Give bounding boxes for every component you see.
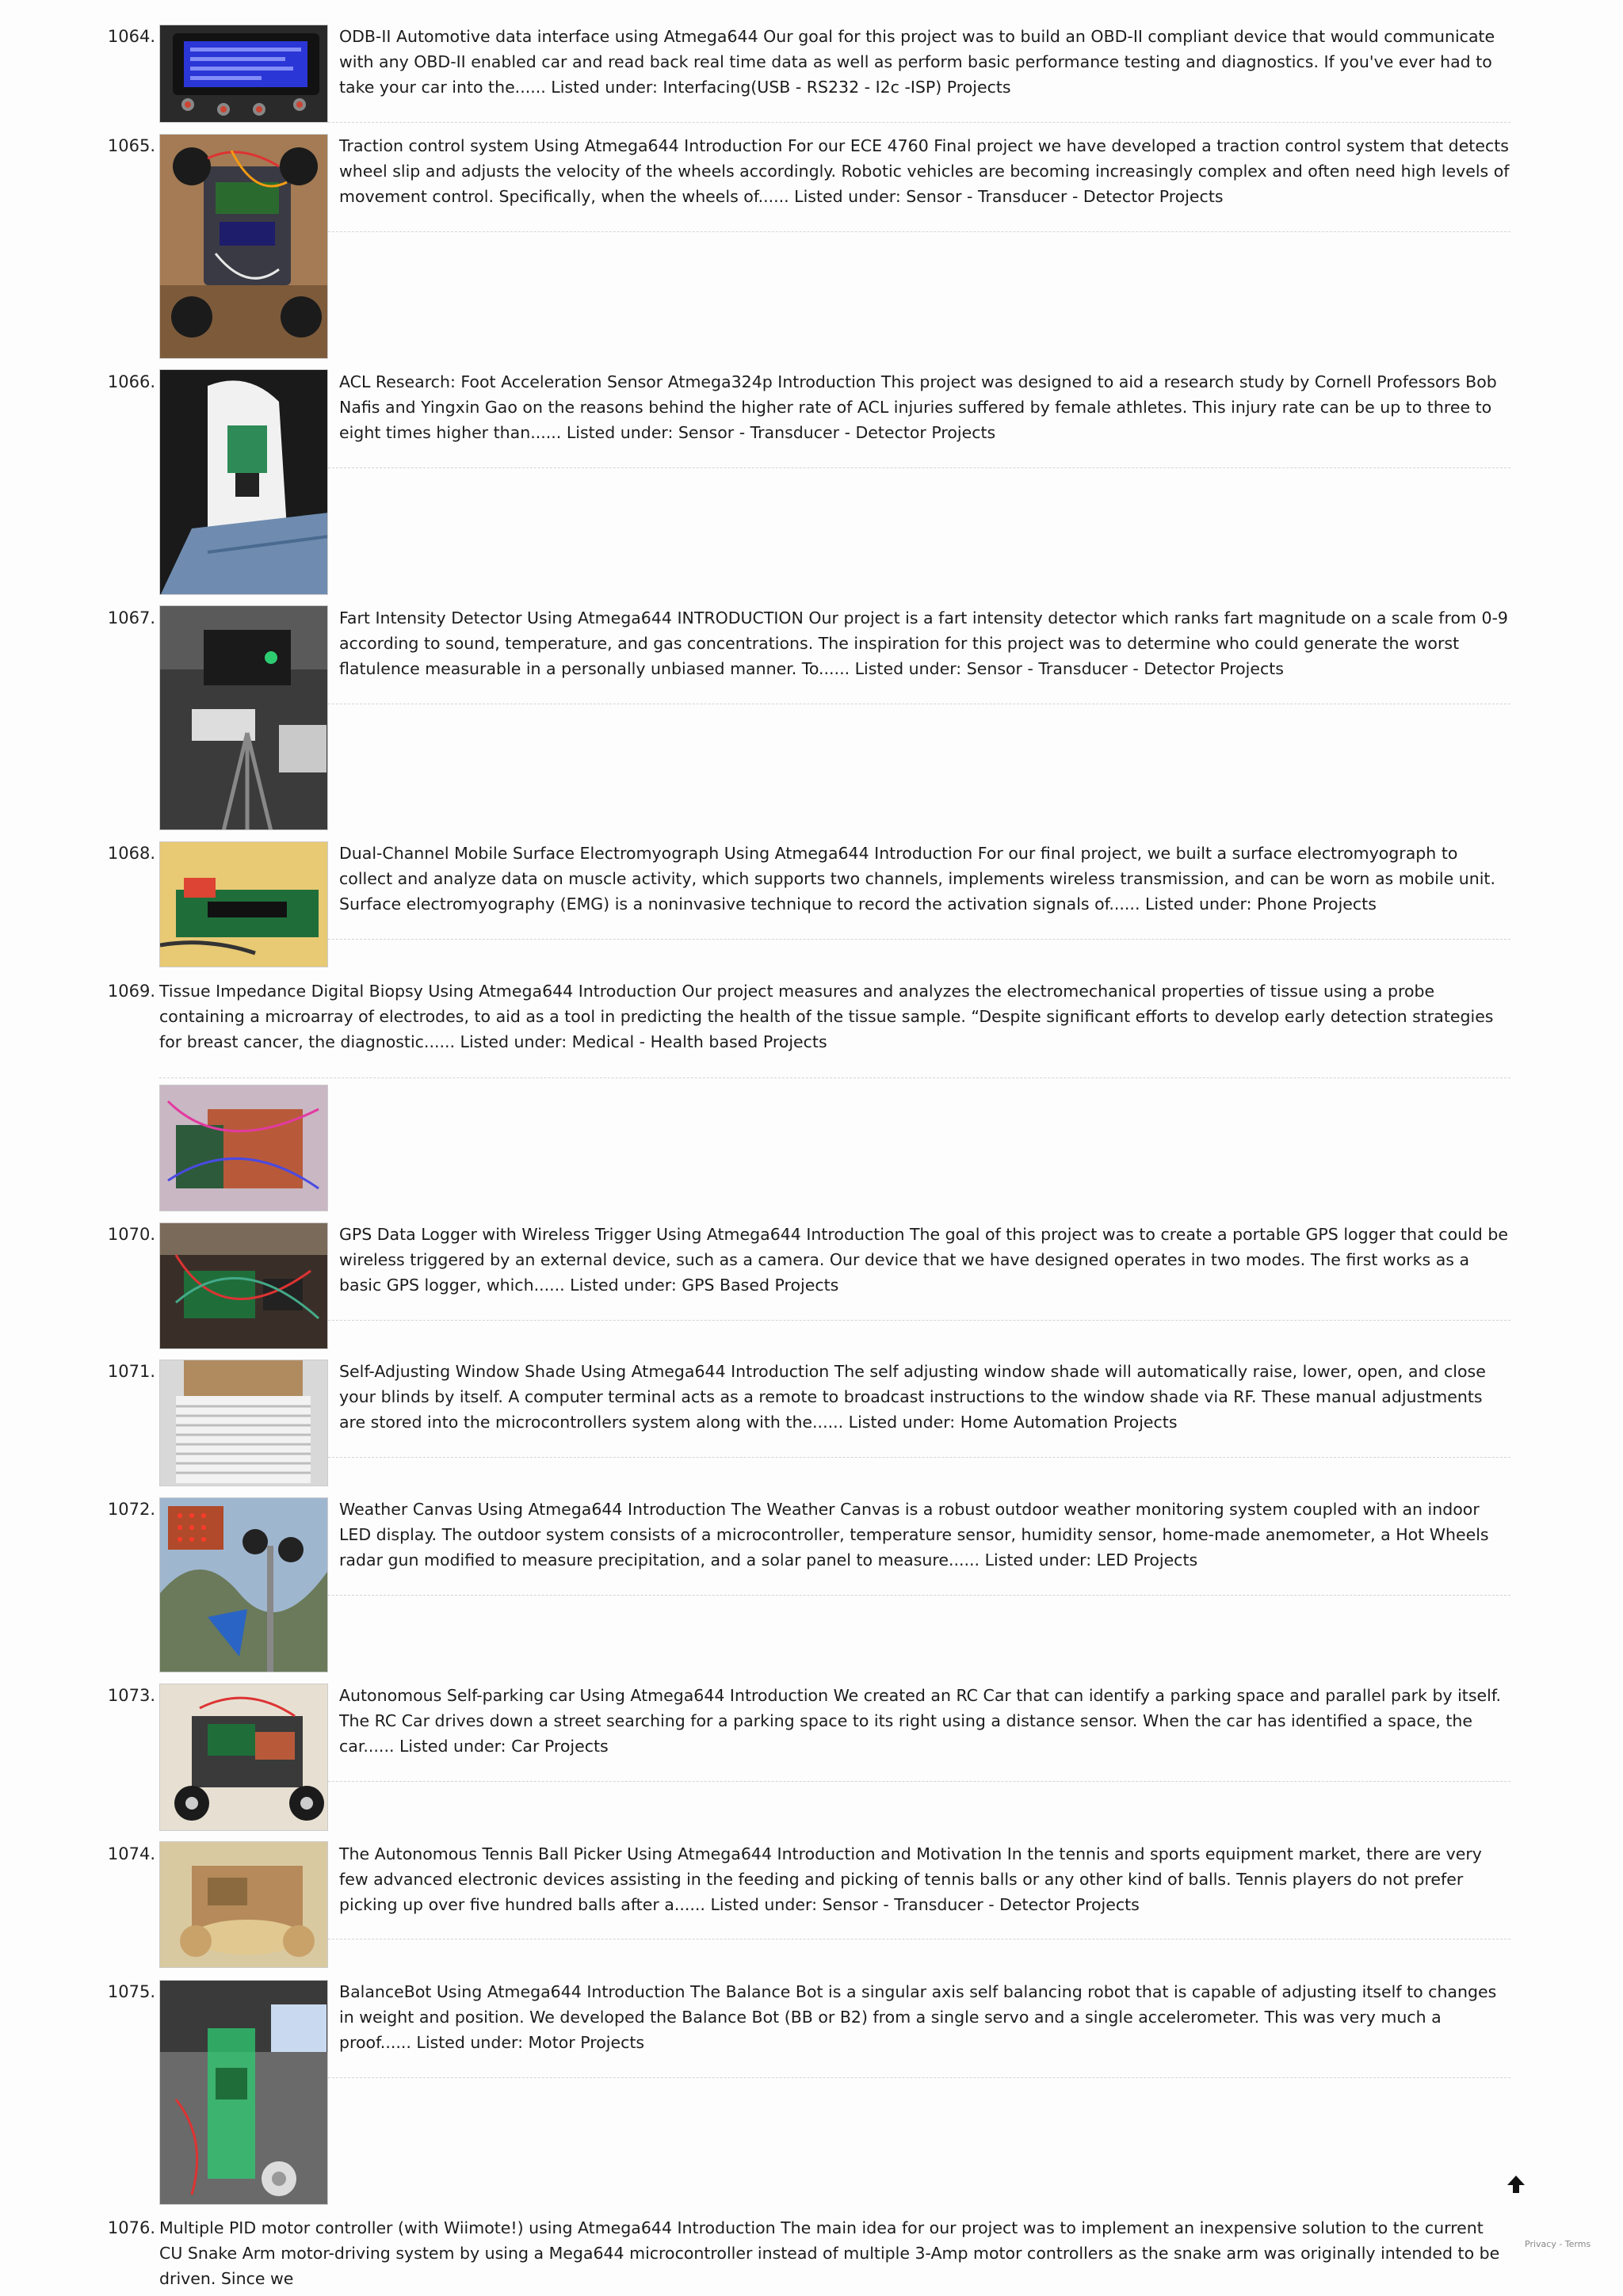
item-number: 1071. [107, 1362, 155, 1381]
project-thumbnail[interactable] [159, 369, 328, 595]
project-thumbnail[interactable] [159, 1222, 328, 1349]
project-description[interactable]: Dual-Channel Mobile Surface Electromyograph Using Atmega644 Introduction For our final project, we built a surface electromyograph to collect and analyze data on muscle activity, which supports two channels, implements wireless transmission, and can be worn as mobile unit. Surface electromyography (EMG) is a noninvasive technique to record the activation signals of...... Listed under: Phone Projects [339, 844, 1495, 913]
project-description[interactable]: Weather Canvas Using Atmega644 Introduction The Weather Canvas is a robust outdoor weather monitoring system coupled with an indoor LED display. The outdoor system consists of a microcontroller, temperature sensor, humidity sensor, home-made anemometer, a Hot Wheels radar gun modified to measure precipitation, and a solar panel to measure...... Listed under: LED Projects [339, 1500, 1489, 1569]
item-number: 1067. [107, 608, 155, 627]
divider [328, 1320, 1510, 1321]
item-number: 1074. [107, 1844, 155, 1863]
project-thumbnail[interactable] [159, 1980, 328, 2205]
divider [159, 1077, 1510, 1078]
project-thumbnail[interactable] [159, 134, 328, 359]
project-thumbnail[interactable] [159, 1684, 328, 1831]
project-description[interactable]: BalanceBot Using Atmega644 Introduction The Balance Bot is a singular axis self balancing robot that is capable of adjusting itself to changes in weight and position. We developed the Balance Bot (BB or B2) from a single servo and a single accelerometer. This was very much a proof...... Listed under: Motor Projects [339, 1982, 1497, 2052]
divider [328, 939, 1510, 940]
project-description[interactable]: Self-Adjusting Window Shade Using Atmega644 Introduction The self adjusting window shade will automatically raise, lower, open, and close your blinds by itself. A computer terminal acts as a remote to broadcast instructions to the window shade via RF. These manual adjustments are stored into the microcontrollers system along with the...... Listed under: Home Automation Projects [339, 1362, 1486, 1432]
item-number: 1070. [107, 1225, 155, 1244]
project-description[interactable]: ACL Research: Foot Acceleration Sensor Atmega324p Introduction This project was designed to aid a research study by Cornell Professors Bob Nafis and Yingxin Gao on the reasons behind the higher rate of ACL injuries suffered by female athletes. This injury rate can be up to three to eight times higher than...... Listed under: Sensor - Transducer - Detector Projects [339, 372, 1497, 442]
item-number: 1072. [107, 1500, 155, 1519]
item-number: 1064. [107, 27, 155, 46]
item-number: 1068. [107, 844, 155, 863]
divider [328, 122, 1510, 123]
project-thumbnail[interactable] [159, 1360, 328, 1486]
divider [328, 1457, 1510, 1458]
project-description[interactable]: Autonomous Self-parking car Using Atmega644 Introduction We created an RC Car that can identify a parking space and parallel park by itself. The RC Car drives down a street searching for a parking space to its right using a distance sensor. When the car has identified a space, the car...... Listed under: Car Projects [339, 1686, 1502, 1756]
project-description[interactable]: ODB-II Automotive data interface using Atmega644 Our goal for this project was to build an OBD-II compliant device that would communicate with any OBD-II enabled car and read back real time data as well as perform basic performance testing and diagnostics. If you've ever had to take your car into the...... Listed under: Interfacing(USB - RS232 - I2c -ISP) Projects [339, 27, 1495, 97]
divider [328, 231, 1510, 232]
arrow-up-icon [1503, 2171, 1529, 2198]
project-thumbnail[interactable] [159, 1085, 328, 1211]
item-number: 1066. [107, 372, 155, 391]
item-number: 1076. [107, 2218, 155, 2237]
project-description[interactable]: GPS Data Logger with Wireless Trigger Using Atmega644 Introduction The goal of this project was to create a portable GPS logger that could be wireless triggered by an external device, such as a camera. Our device that we have designed operates in two modes. The first works as a basic GPS logger, which...... Listed under: GPS Based Projects [339, 1225, 1508, 1295]
project-description[interactable]: Fart Intensity Detector Using Atmega644 INTRODUCTION Our project is a fart intensity detector which ranks fart magnitude on a scale from 0-9 according to sound, temperature, and gas concentrations. The inspiration for this project was to determine who could generate the worst flatulence measurable in a personally unbiased manner. To...... Listed under: Sensor - Transducer - Detector Projects [339, 608, 1508, 678]
project-thumbnail[interactable] [159, 841, 328, 967]
item-number: 1073. [107, 1686, 155, 1705]
project-description[interactable]: Traction control system Using Atmega644 Introduction For our ECE 4760 Final project we have developed a traction control system that detects wheel slip and adjusts the velocity of the wheels accordingly. Robotic vehicles are becoming increasingly complex and often need high levels of movement control. Specifically, when the wheels of...... Listed under: Sensor - Transducer - Detector Projects [339, 136, 1510, 206]
project-thumbnail[interactable] [159, 1841, 328, 1968]
scroll-to-top-button[interactable] [1503, 2171, 1529, 2198]
recaptcha-links[interactable]: Privacy - Terms [1525, 2239, 1591, 2249]
project-description[interactable]: Multiple PID motor controller (with Wiimote!) using Atmega644 Introduction The main idea for our project was to implement an inexpensive solution to the current CU Snake Arm motor-driving system by using a Mega644 microcontroller instead of multiple 3-Amp motor controllers as the snake arm was originally intended to be driven. Since we [159, 2218, 1500, 2288]
divider [328, 467, 1510, 468]
item-number: 1075. [107, 1982, 155, 2001]
divider [328, 1595, 1510, 1596]
project-description[interactable]: Tissue Impedance Digital Biopsy Using Atmega644 Introduction Our project measures and analyzes the electromechanical properties of tissue using a probe containing a microarray of electrodes, to aid as a tool in predicting the health of the tissue sample. “Despite significant efforts to develop early detection strategies for breast cancer, the diagnostic...... Listed under: Medical - Health based Projects [159, 982, 1494, 1051]
item-number: 1065. [107, 136, 155, 155]
item-number: 1069. [107, 982, 155, 1001]
divider [328, 2077, 1510, 2078]
divider [328, 1781, 1510, 1782]
project-thumbnail[interactable] [159, 1497, 328, 1672]
project-description[interactable]: The Autonomous Tennis Ball Picker Using Atmega644 Introduction and Motivation In the tennis and sports equipment market, there are very few advanced electronic devices assisting in the feeding and picking of tennis balls or any other kind of balls. Tennis players do not prefer picking up over five hundred balls after a...... Listed under: Sensor - Transducer - Detector Projects [339, 1844, 1482, 1914]
project-thumbnail[interactable] [159, 25, 328, 123]
project-thumbnail[interactable] [159, 605, 328, 830]
